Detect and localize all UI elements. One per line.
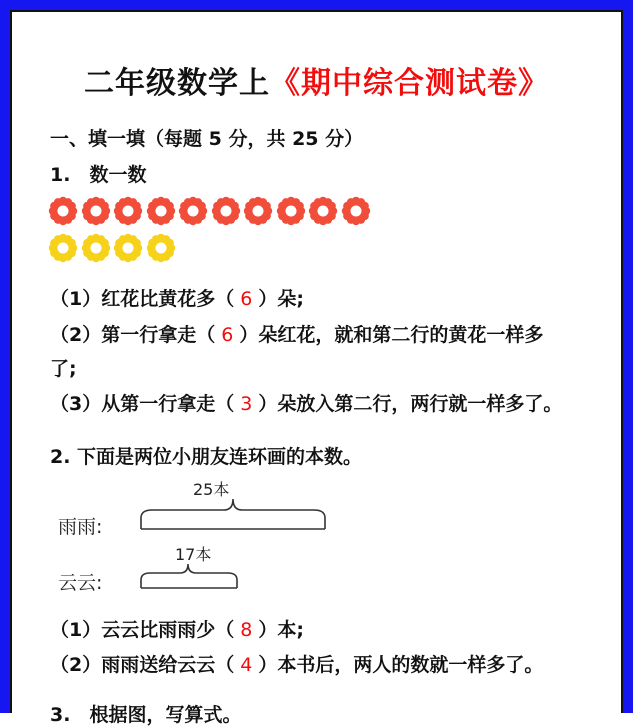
q1-item-2-text: （2）第一行拿走（ [50, 324, 216, 346]
q2-item-1-answer: 8 [240, 619, 253, 641]
q1-item-2-tail: ）朵红花，就和第二行的黄花一样多 [239, 324, 544, 346]
inner-border [10, 10, 623, 713]
q2-item-2 [50, 650, 543, 677]
q1-item-1-answer: 6 [240, 288, 253, 310]
question-3-label: 3. 根据图，写算式。 [50, 704, 242, 726]
q1-item-1-text: （1）红花比黄花多（ [50, 288, 235, 310]
yunyun-count-label: 17本 [175, 545, 212, 564]
red-flower-icon [341, 196, 371, 226]
yunyun-brace [138, 561, 242, 593]
yuyu-name: 雨雨: [58, 516, 103, 538]
red-flower-icon [146, 196, 176, 226]
red-flower-icon [81, 196, 111, 226]
title-main: 二年级数学上 [84, 66, 270, 101]
q2-item-2-answer: 4 [240, 654, 253, 676]
red-flower-icon [48, 196, 78, 226]
q1-item-1 [50, 284, 304, 311]
red-flower-icon [308, 196, 338, 226]
page-title [0, 58, 633, 102]
q1-item-3-text: （3）从第一行拿走（ [50, 393, 235, 415]
q1-item-2-answer: 6 [221, 324, 234, 346]
q1-item-2-continued: 了; [50, 358, 77, 380]
q2-item-2-tail: ）本书后，两人的数就一样多了。 [258, 654, 544, 676]
red-flower-icon [276, 196, 306, 226]
question-1-label: 1. 数一数 [50, 164, 147, 186]
question-2-label: 2. 下面是两位小朋友连环画的本数。 [50, 446, 363, 468]
yellow-flower-icon [81, 233, 111, 263]
yellow-flower-icon [48, 233, 78, 263]
yellow-flower-row [48, 233, 178, 263]
section-heading: 一、填一填（每题 5 分，共 25 分） [50, 128, 364, 150]
q1-item-3-answer: 3 [240, 393, 253, 415]
q1-item-3 [50, 389, 562, 416]
title-red: 《期中综合测试卷》 [270, 66, 549, 101]
red-flower-icon [211, 196, 241, 226]
yuyu-count-label: 25本 [193, 480, 230, 499]
red-flower-icon [243, 196, 273, 226]
yuyu-brace [138, 496, 328, 536]
q1-item-3-tail: ）朵放入第二行，两行就一样多了。 [258, 393, 563, 415]
red-flower-icon [113, 196, 143, 226]
yellow-flower-icon [146, 233, 176, 263]
red-flower-icon [178, 196, 208, 226]
q2-item-1-tail: ）本; [258, 619, 304, 641]
yellow-flower-icon [113, 233, 143, 263]
q1-item-2 [50, 320, 543, 347]
q2-item-1-text: （1）云云比雨雨少（ [50, 619, 235, 641]
yunyun-name: 云云: [58, 572, 103, 594]
q2-item-2-text: （2）雨雨送给云云（ [50, 654, 235, 676]
q1-item-1-tail: ）朵; [258, 288, 304, 310]
q2-item-1 [50, 615, 304, 642]
red-flower-row [48, 196, 373, 226]
